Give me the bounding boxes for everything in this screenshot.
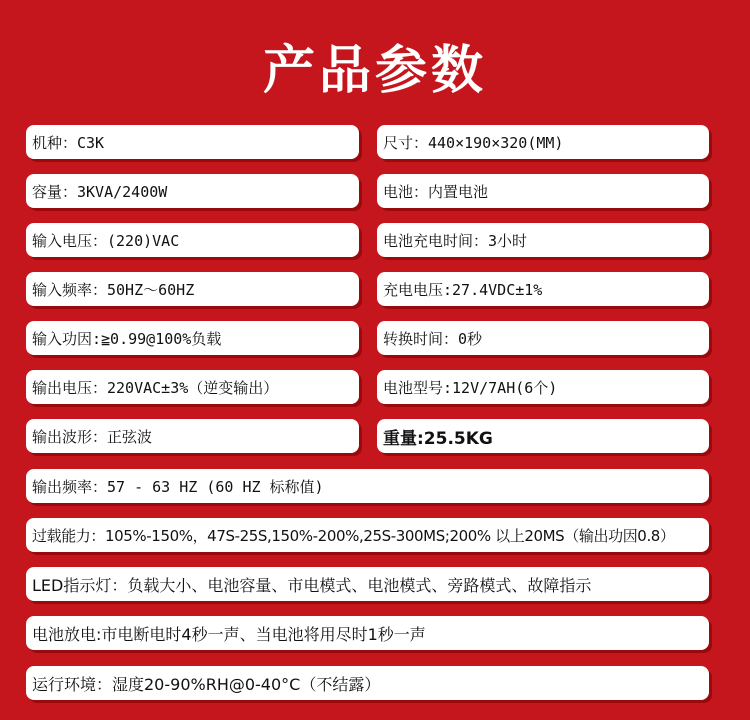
param-weight: 重量:25.5KG: [377, 419, 709, 453]
param-environment: 运行环境：湿度20-90%RH@0-40°C（不结露）: [26, 666, 709, 700]
param-input-frequency: 输入频率：50HZ～60HZ: [26, 272, 359, 306]
param-battery: 电池：内置电池: [377, 174, 709, 208]
param-input-power-factor: 输入功因:≧0.99@100%负载: [26, 321, 359, 355]
param-battery-type: 电池型号:12V/7AH(6个): [377, 370, 709, 404]
param-charge-time: 电池充电时间：3小时: [377, 223, 709, 257]
param-capacity: 容量：3KVA/2400W: [26, 174, 359, 208]
param-transfer-time: 转换时间：0秒: [377, 321, 709, 355]
param-battery-discharge: 电池放电:市电断电时4秒一声、当电池将用尽时1秒一声: [26, 616, 709, 650]
page-title: 产品参数: [262, 41, 487, 101]
param-size: 尺寸：440×190×320(MM): [377, 125, 709, 159]
param-charge-voltage: 充电电压:27.4VDC±1%: [377, 272, 709, 306]
param-output-frequency: 输出频率：57 - 63 HZ (60 HZ 标称值): [26, 469, 709, 503]
param-output-waveform: 输出波形：正弦波: [26, 419, 359, 453]
param-model: 机种：C3K: [26, 125, 359, 159]
param-overload: 过载能力：105%-150%，47S-25S,150%-200%,25S-300MS;200% 以上20MS（输出功因0.8）: [26, 518, 709, 552]
param-led-indicators: LED指示灯：负载大小、电池容量、市电模式、电池模式、旁路模式、故障指示: [26, 567, 709, 601]
param-input-voltage: 输入电压：(220)VAC: [26, 223, 359, 257]
param-output-voltage: 输出电压：220VAC±3%（逆变输出）: [26, 370, 359, 404]
